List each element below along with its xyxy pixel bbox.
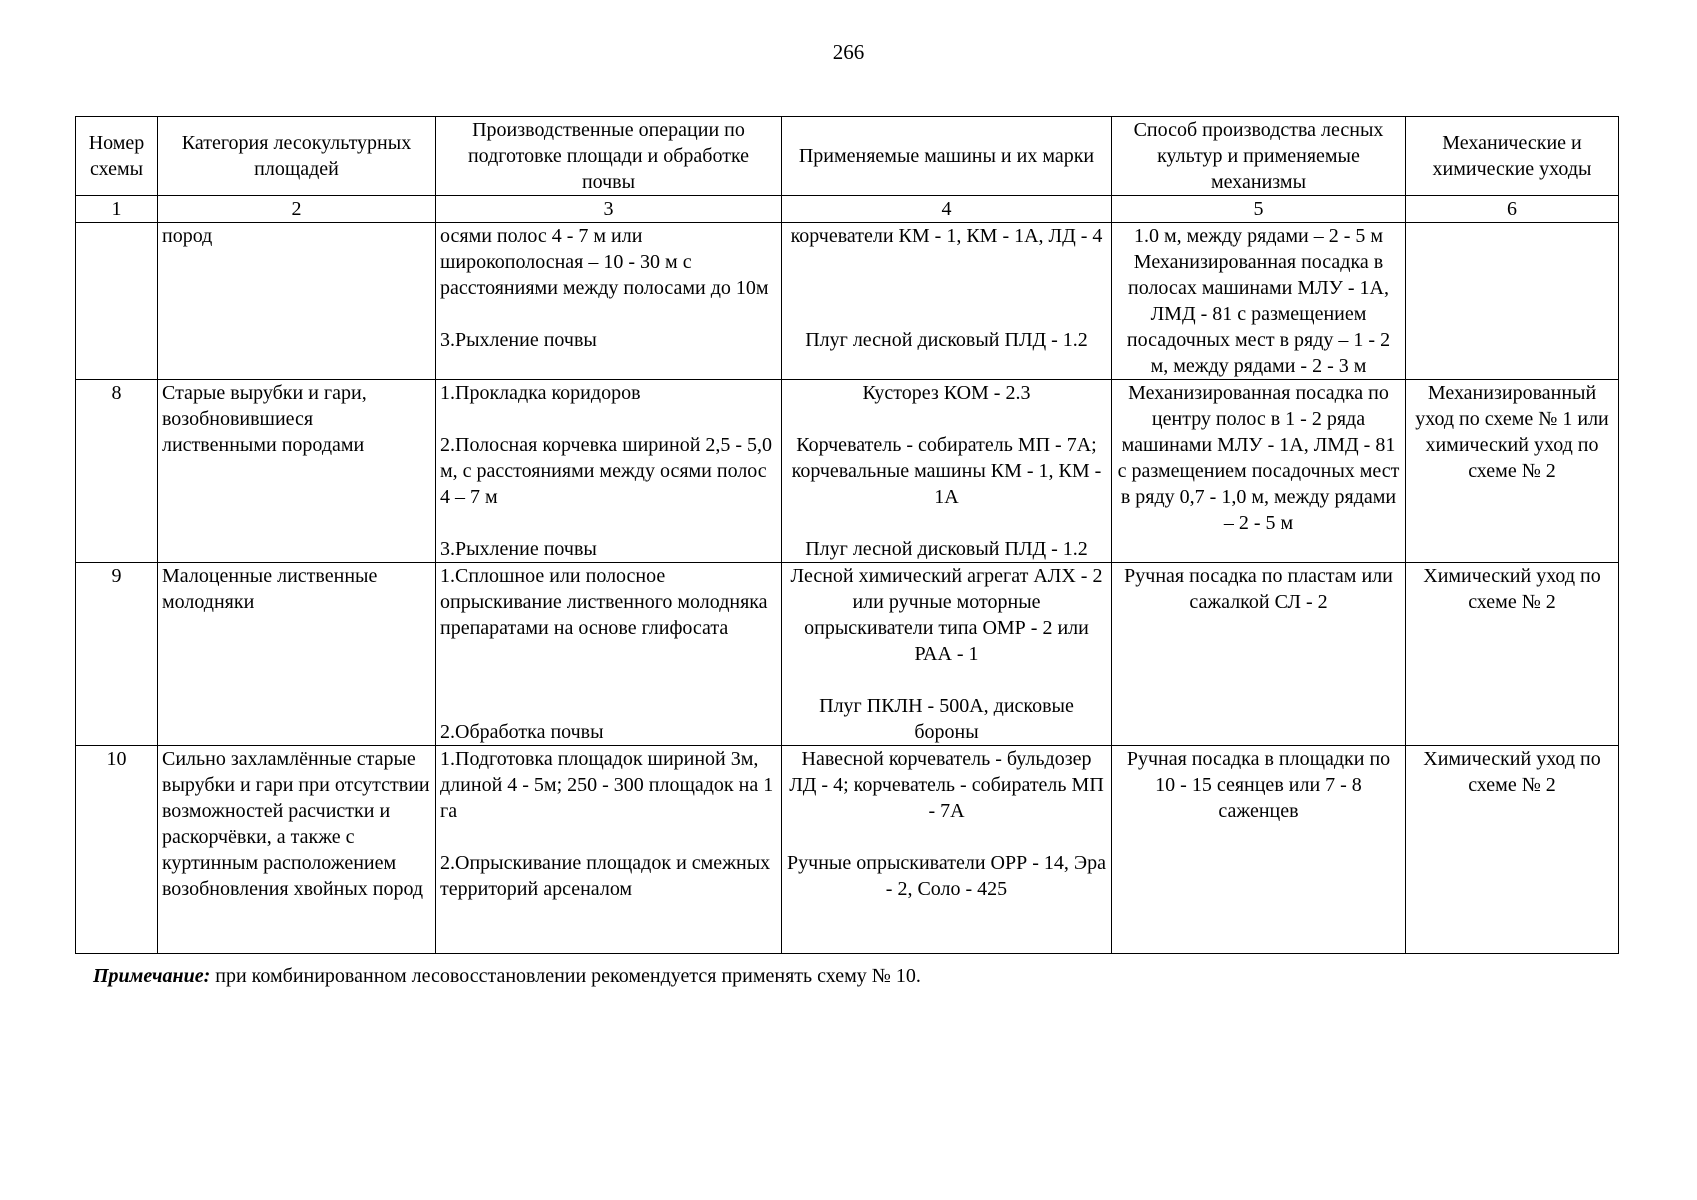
- cell-machines: [782, 380, 1112, 563]
- machine-entry: Корчеватель - собиратель МП - 7А; корчевальные машины КМ - 1, КМ - 1А: [791, 434, 1102, 508]
- machine-entry: Ручные опрыскиватели ОРР - 14, Эра - 2, Соло - 425: [787, 852, 1106, 900]
- table-row: [76, 746, 1619, 954]
- cell-care: Химический уход по схеме № 2: [1406, 746, 1619, 954]
- table-row: [76, 223, 1619, 380]
- operation-step: осями полос 4 - 7 м или широкополосная – 10 - 30 м с расстояниями между полосами до 10м: [440, 225, 769, 299]
- cell-operations: [436, 223, 782, 380]
- cell-category: пород: [158, 223, 436, 380]
- header-category: Категория лесокультурных площадей: [158, 117, 436, 196]
- cell-category: Малоценные лиственные молодняки: [158, 563, 436, 746]
- footnote: [93, 965, 921, 988]
- cell-scheme: 10: [76, 746, 158, 954]
- column-number: 5: [1112, 196, 1406, 223]
- machine-entry: корчеватели КМ - 1, КМ - 1А, ЛД - 4: [790, 225, 1103, 247]
- machine-entry: Плуг ПКЛН - 500А, дисковые бороны: [819, 695, 1074, 743]
- footnote-text: при комбинированном лесовосстановлении рекомендуется применять схему № 10.: [210, 965, 921, 987]
- footnote-label: Примечание:: [93, 965, 211, 987]
- column-number: 2: [158, 196, 436, 223]
- cell-machines: [782, 746, 1112, 954]
- page-number: 266: [832, 40, 865, 64]
- operation-step: 3.Рыхление почвы: [440, 538, 597, 560]
- cell-scheme: [76, 223, 158, 380]
- operation-step: 2.Обработка почвы: [440, 721, 604, 743]
- operation-step: 3.Рыхление почвы: [440, 329, 597, 351]
- table-row: [76, 563, 1619, 746]
- operation-step: 1.Сплошное или полосное опрыскивание лиственного молодняка препаратами на основе глифосата: [440, 565, 768, 639]
- operation-step: 1.Подготовка площадок шириной 3м, длиной 4 - 5м; 250 - 300 площадок на 1 га: [440, 748, 774, 822]
- machine-entry: Навесной корчеватель - бульдозер ЛД - 4; корчеватель - собиратель МП - 7А: [789, 748, 1104, 822]
- forestry-schemes-table: [75, 116, 1619, 954]
- operation-step: 2.Опрыскивание площадок и смежных территорий арсеналом: [440, 852, 771, 900]
- table-row: [76, 380, 1619, 563]
- column-number: 1: [76, 196, 158, 223]
- column-number-row: [76, 196, 1619, 223]
- header-method: Способ производства лесных культур и применяемые механизмы: [1112, 117, 1406, 196]
- cell-method: Ручная посадка в площадки по 10 - 15 сеянцев или 7 - 8 саженцев: [1112, 746, 1406, 954]
- cell-method: 1.0 м, между рядами – 2 - 5 м Механизированная посадка в полосах машинами МЛУ - 1А, ЛМД - 81 с размещением посадочных мест в ряду – 1 - 2 м, между рядами - 2 - 3 м: [1112, 223, 1406, 380]
- cell-care: Механизированный уход по схеме № 1 или химический уход по схеме № 2: [1406, 380, 1619, 563]
- cell-method: Механизированная посадка по центру полос в 1 - 2 ряда машинами МЛУ - 1А, ЛМД - 81 с размещением посадочных мест в ряду 0,7 - 1,0 м, между рядами – 2 - 5 м: [1112, 380, 1406, 563]
- cell-machines: [782, 223, 1112, 380]
- header-care: Механические и химические уходы: [1406, 117, 1619, 196]
- column-number: 6: [1406, 196, 1619, 223]
- cell-operations: [436, 380, 782, 563]
- machine-entry: Лесной химический агрегат АЛХ - 2 или ручные моторные опрыскиватели типа ОМР - 2 или РАА - 1: [790, 565, 1103, 665]
- header-operations: Производственные операции по подготовке площади и обработке почвы: [436, 117, 782, 196]
- cell-method: Ручная посадка по пластам или сажалкой СЛ - 2: [1112, 563, 1406, 746]
- machine-entry: Плуг лесной дисковый ПЛД - 1.2: [805, 329, 1088, 351]
- machine-entry: Плуг лесной дисковый ПЛД - 1.2: [805, 538, 1088, 560]
- cell-operations: [436, 563, 782, 746]
- machine-entry: Кусторез КОМ - 2.3: [862, 382, 1031, 404]
- column-number: 4: [782, 196, 1112, 223]
- cell-care: [1406, 223, 1619, 380]
- cell-machines: [782, 563, 1112, 746]
- cell-category: Сильно захламлённые старые вырубки и гари при отсутствии возможностей расчистки и раскорчёвки, а также с куртинным расположением возобновления хвойных пород: [158, 746, 436, 954]
- header-machines: Применяемые машины и их марки: [782, 117, 1112, 196]
- cell-operations: [436, 746, 782, 954]
- column-number: 3: [436, 196, 782, 223]
- operation-step: 1.Прокладка коридоров: [440, 382, 641, 404]
- header-scheme-number: Номер схемы: [76, 117, 158, 196]
- cell-care: Химический уход по схеме № 2: [1406, 563, 1619, 746]
- cell-scheme: 9: [76, 563, 158, 746]
- header-row: [76, 117, 1619, 196]
- operation-step: 2.Полосная корчевка шириной 2,5 - 5,0 м, с расстояниями между осями полос 4 – 7 м: [440, 434, 773, 508]
- cell-scheme: 8: [76, 380, 158, 563]
- cell-category: Старые вырубки и гари, возобновившиеся лиственными породами: [158, 380, 436, 563]
